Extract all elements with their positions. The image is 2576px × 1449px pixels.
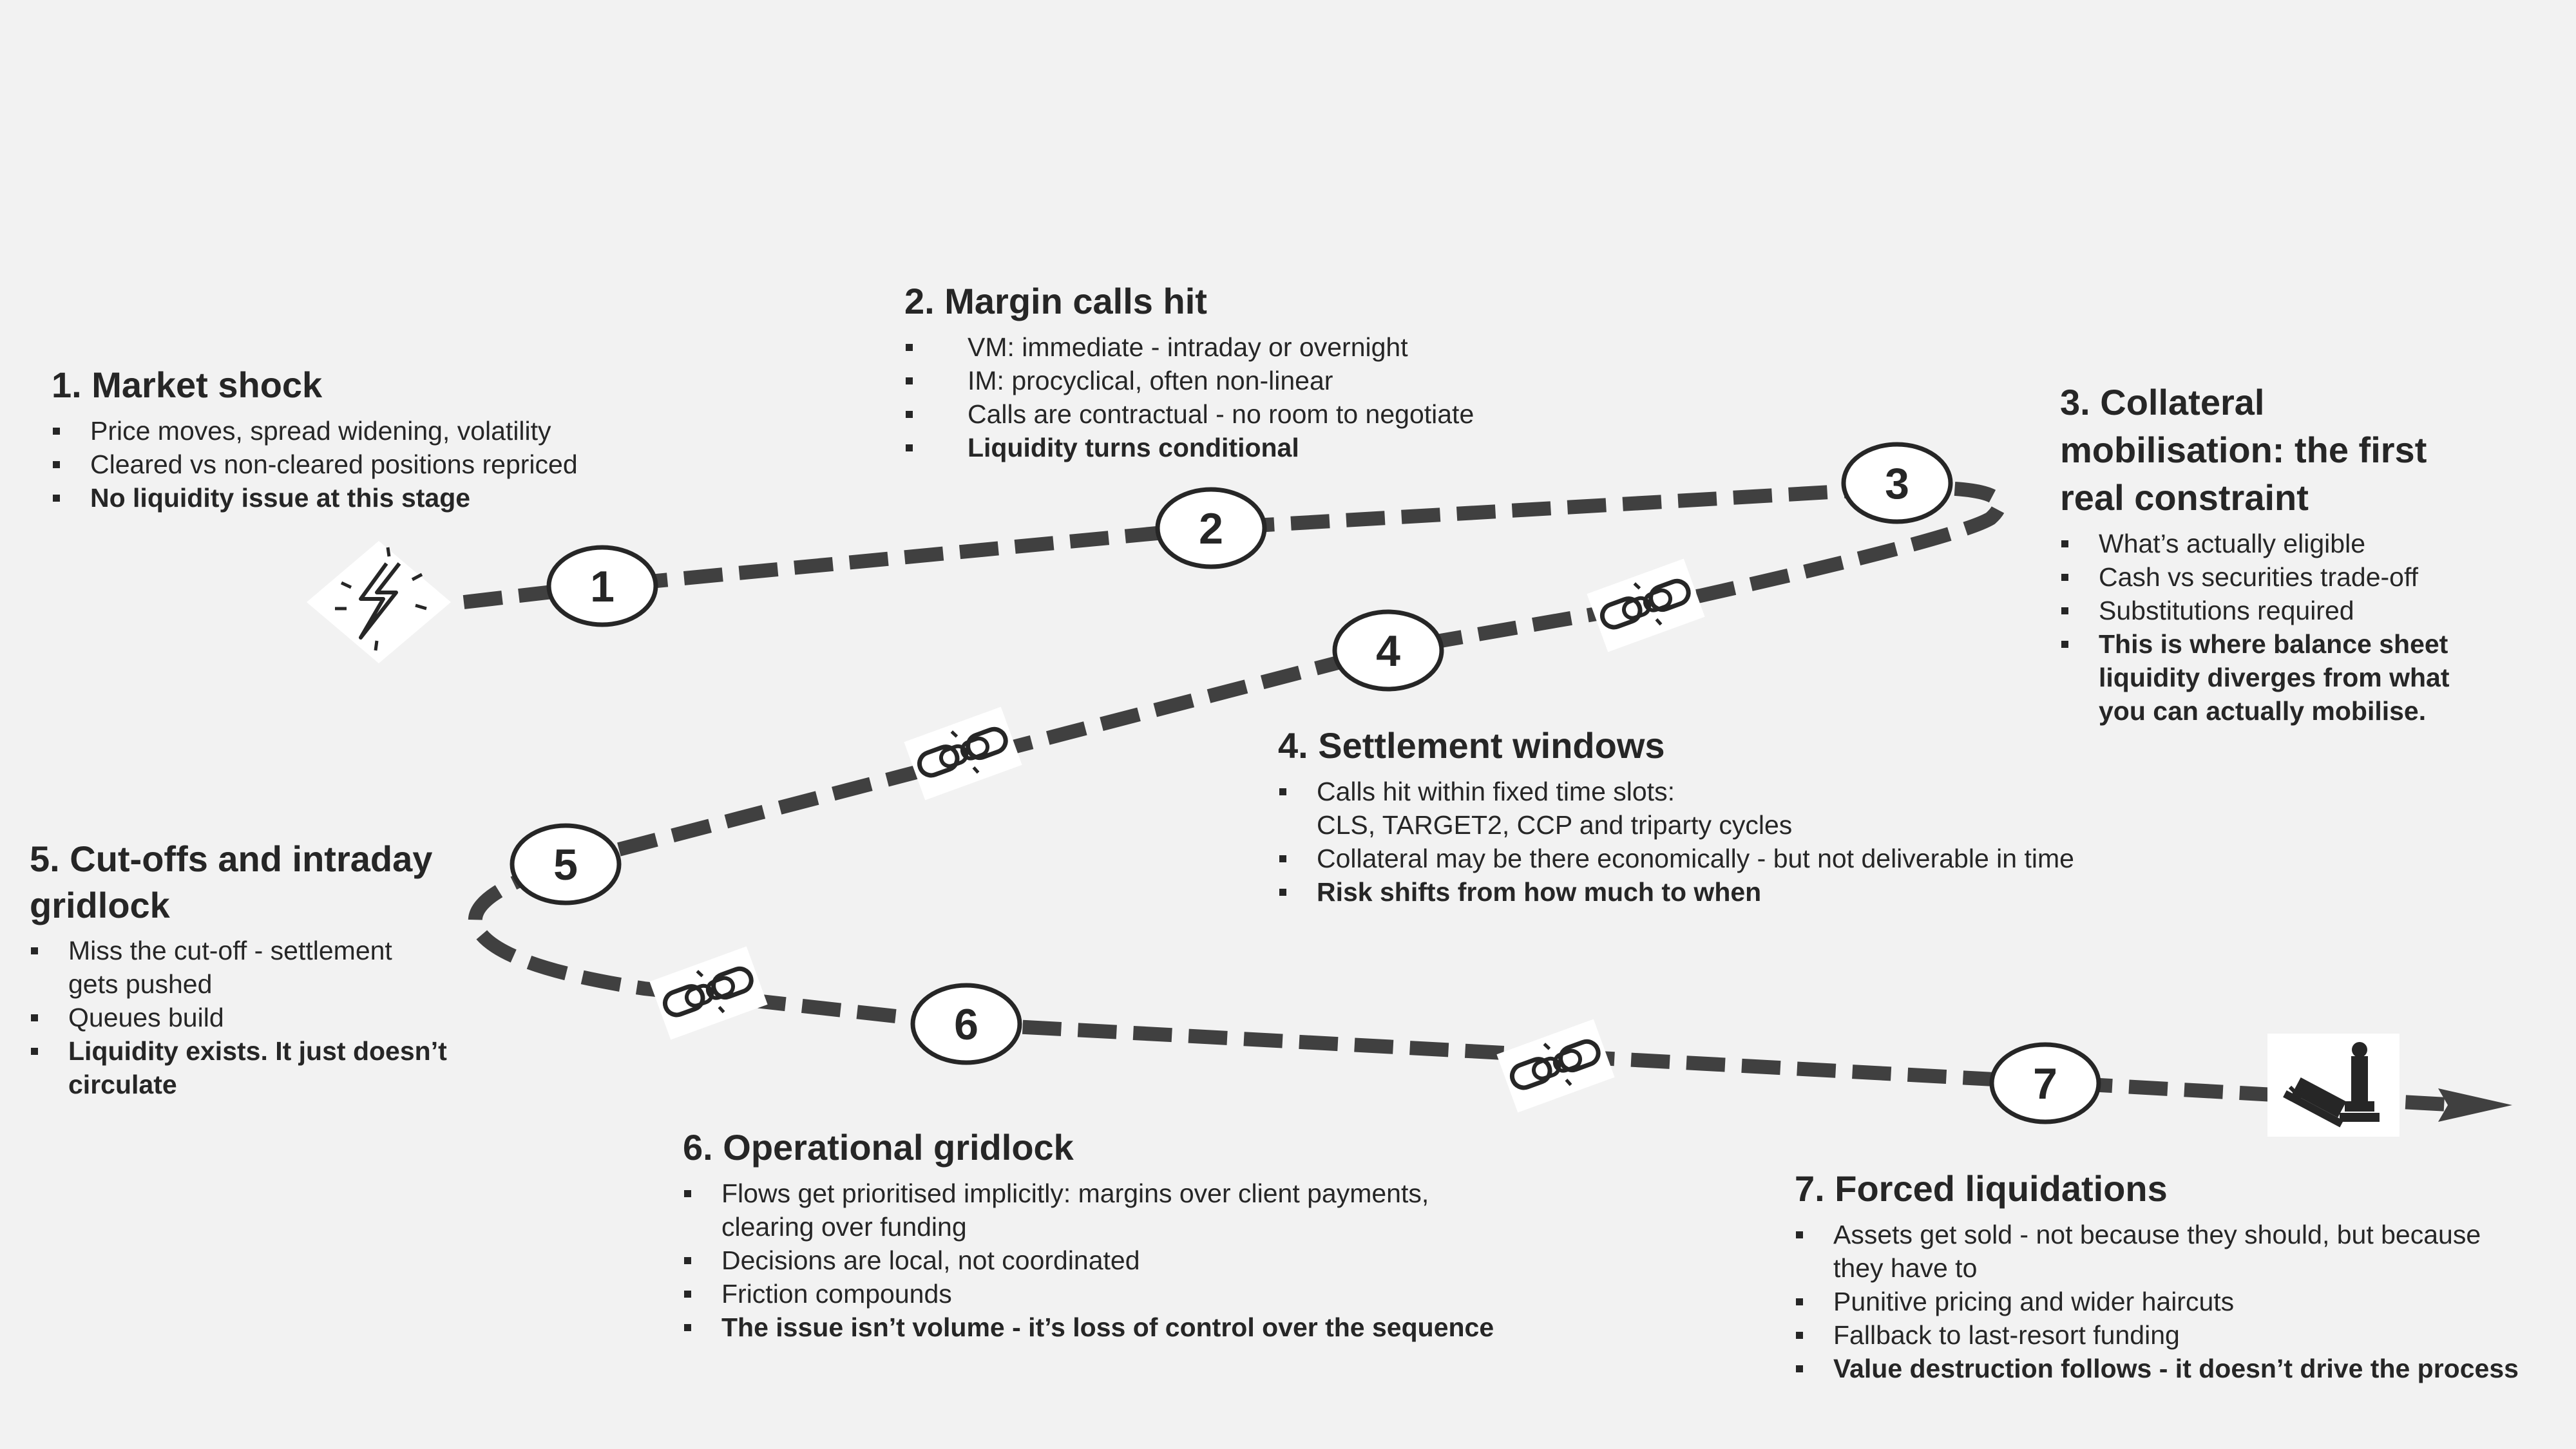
stage-5-bullet <box>30 934 481 1001</box>
stage-node-4 <box>1335 612 1442 689</box>
stage-2-bullets <box>904 330 1613 464</box>
stage-5-title <box>30 836 481 929</box>
stage-6-bullets <box>683 1177 1585 1344</box>
stage-7-bullet <box>1795 1218 2568 1285</box>
broken-chain-icon <box>649 947 767 1040</box>
stage-6-bullet-line: Flows get prioritised implicitly: margins over client payments, <box>721 1178 1429 1208</box>
stage-5-bullet <box>30 1034 481 1101</box>
stage-7-bullet-line: they have to <box>1833 1253 1978 1283</box>
stage-node-2-label: 2 <box>1199 504 1223 553</box>
fallen-chess-king-icon <box>2267 1034 2399 1137</box>
stage-2-bullet: Liquidity turns conditional <box>904 431 1613 464</box>
stage-6-title: 6. Operational gridlock <box>683 1127 1074 1168</box>
stage-1-bullet: Price moves, spread widening, volatility <box>52 414 696 448</box>
stage-3-bullet-line: you can actually mobilise. <box>2099 696 2427 726</box>
stage-6-block <box>683 1124 1585 1344</box>
stage-5-bullets <box>30 934 481 1101</box>
stage-6-bullet: Friction compounds <box>683 1277 1585 1311</box>
stage-5-title-line: 5. Cut-offs and intraday <box>30 838 433 879</box>
stage-4-bullet: Risk shifts from how much to when <box>1278 875 2180 909</box>
stage-node-5-label: 5 <box>553 840 578 889</box>
broken-chain-icon <box>904 707 1022 800</box>
stage-3-title-line: 3. Collateral <box>2060 382 2265 422</box>
stage-5-title-line: gridlock <box>30 885 170 925</box>
stage-4-bullet-line: CLS, TARGET2, CCP and triparty cycles <box>1317 810 1793 840</box>
stage-node-5 <box>512 826 619 903</box>
stage-4-title: 4. Settlement windows <box>1278 725 1665 766</box>
lightning-icon <box>307 541 451 663</box>
stage-3-bullet-line: liquidity diverges from what <box>2099 663 2450 692</box>
stage-5-bullet: Queues build <box>30 1001 481 1034</box>
stage-7-block <box>1795 1166 2568 1385</box>
stage-node-3 <box>1844 444 1951 522</box>
stage-3-bullet <box>2060 627 2550 728</box>
stage-3-title-line: mobilisation: the first <box>2060 430 2427 470</box>
stage-2-bullet: VM: immediate - intraday or overnight <box>904 330 1613 364</box>
stage-4-bullets <box>1278 775 2180 909</box>
stage-node-2 <box>1158 489 1264 567</box>
stage-7-bullet: Fallback to last-resort funding <box>1795 1318 2568 1352</box>
stage-node-1-label: 1 <box>590 562 615 611</box>
stage-3-block <box>2060 379 2550 728</box>
stage-3-bullet: Cash vs securities trade-off <box>2060 560 2550 594</box>
stage-3-title-line: real constraint <box>2060 477 2309 518</box>
stage-2-block <box>904 278 1613 464</box>
stage-node-7 <box>1992 1045 2099 1122</box>
stage-4-block <box>1278 723 2180 909</box>
stage-6-bullet: Decisions are local, not coordinated <box>683 1244 1585 1277</box>
stage-node-1 <box>549 547 656 625</box>
stage-1-bullets <box>52 414 696 515</box>
stage-3-bullet-line: This is where balance sheet <box>2099 629 2448 659</box>
stage-7-title: 7. Forced liquidations <box>1795 1168 2168 1209</box>
stage-7-bullet: Punitive pricing and wider haircuts <box>1795 1285 2568 1318</box>
stage-3-bullets <box>2060 527 2550 728</box>
stage-3-title <box>2060 379 2550 522</box>
path-arrowhead <box>2438 1088 2512 1122</box>
stage-5-block <box>30 836 481 1101</box>
stage-1-title: 1. Market shock <box>52 365 323 405</box>
stage-7-bullet: Value destruction follows - it doesn’t drive the process <box>1795 1352 2568 1385</box>
stage-5-bullet-line: Miss the cut-off - settlement <box>68 936 392 965</box>
stage-4-bullet <box>1278 775 2180 842</box>
stage-1-bullet: No liquidity issue at this stage <box>52 481 696 515</box>
stage-5-bullet-line: Liquidity exists. It just doesn’t <box>68 1036 447 1066</box>
stage-node-7-label: 7 <box>2033 1059 2057 1108</box>
stage-1-bullet: Cleared vs non-cleared positions repriced <box>52 448 696 481</box>
stage-3-bullet: What’s actually eligible <box>2060 527 2550 560</box>
stage-6-bullet <box>683 1177 1585 1244</box>
stage-6-bullet-line: clearing over funding <box>721 1211 967 1242</box>
stage-1-block <box>52 362 696 515</box>
stage-2-bullet: Calls are contractual - no room to negotiate <box>904 397 1613 431</box>
stage-2-bullet: IM: procyclical, often non-linear <box>904 364 1613 397</box>
stage-5-bullet-line: gets pushed <box>68 969 213 999</box>
stage-6-bullet: The issue isn’t volume - it’s loss of control over the sequence <box>683 1311 1585 1344</box>
stage-node-6 <box>913 985 1020 1063</box>
stage-node-6-label: 6 <box>954 1000 978 1049</box>
stage-node-3-label: 3 <box>1885 459 1909 508</box>
stage-7-bullet-line: Assets get sold - not because they should, but because <box>1833 1219 2481 1249</box>
stage-node-4-label: 4 <box>1376 627 1400 676</box>
broken-chain-icon <box>1496 1019 1614 1113</box>
stage-4-bullet-line: Calls hit within fixed time slots: <box>1317 776 1675 806</box>
stage-5-bullet-line: circulate <box>68 1070 177 1099</box>
stage-2-title: 2. Margin calls hit <box>904 281 1207 321</box>
stage-4-bullet: Collateral may be there economically - but not deliverable in time <box>1278 842 2180 875</box>
stage-7-bullets <box>1795 1218 2568 1385</box>
broken-chain-icon <box>1587 559 1704 652</box>
stage-3-bullet: Substitutions required <box>2060 594 2550 627</box>
